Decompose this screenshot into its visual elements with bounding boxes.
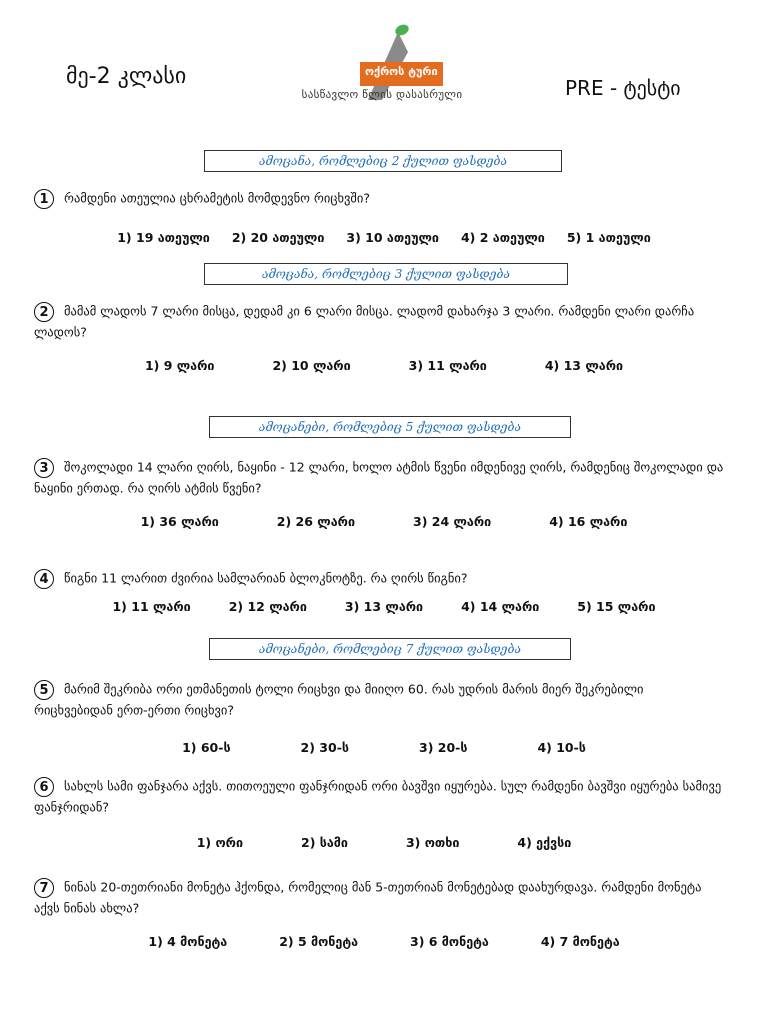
- question-text: რამდენი ათეულია ცხრამეტის მომდევნო რიცხვში?: [64, 190, 370, 206]
- answer-option[interactable]: 4) 16 ლარი: [549, 514, 628, 529]
- section-header-3-points: ამოცანა, რომლებიც 3 ქულით ფასდება: [204, 263, 568, 285]
- answer-option[interactable]: 3) 24 ლარი: [413, 514, 492, 529]
- question-number: 6: [34, 777, 54, 797]
- answers-2: [0, 358, 768, 373]
- question-1: [34, 188, 724, 209]
- question-number: 2: [34, 302, 54, 322]
- question-text: მამამ ლადოს 7 ლარი მისცა, დედამ კი 6 ლარი მისცა. ლადომ დახარჯა 3 ლარი. რამდენი ლარი დარჩა ლადოს?: [34, 303, 695, 339]
- answer-option[interactable]: 1) 4 მონეტა: [148, 934, 228, 949]
- answers-4: [0, 599, 768, 614]
- answer-option[interactable]: 1) 36 ლარი: [140, 514, 219, 529]
- section-header-7-points: ამოცანები, რომლებიც 7 ქულით ფასდება: [209, 638, 571, 660]
- question-7: [34, 877, 724, 918]
- answer-option[interactable]: 2) სამი: [301, 835, 348, 850]
- pretest-label: PRE - ტესტი: [565, 76, 681, 100]
- answer-option[interactable]: 2) 20 ათეული: [231, 230, 325, 245]
- answer-option[interactable]: 4) 2 ათეული: [460, 230, 545, 245]
- answer-option[interactable]: 2) 10 ლარი: [272, 358, 351, 373]
- logo-subtitle: სასწავლო წლის დასასრული: [301, 88, 463, 101]
- question-text: მარიმ შეკრიბა ორი ეთმანეთის ტოლი რიცხვი და მიიღო 60. რას უდრის მარის მიერ შეკრებილი რიცხვებიდან ერთ-ერთი რიცხვი?: [34, 681, 644, 717]
- answer-option[interactable]: 5) 1 ათეული: [566, 230, 651, 245]
- question-3: [34, 457, 724, 498]
- section-header-2-points: ამოცანა, რომლებიც 2 ქულით ფასდება: [204, 150, 562, 172]
- answer-option[interactable]: 5) 15 ლარი: [577, 599, 656, 614]
- answer-option[interactable]: 4) 10-ს: [537, 740, 586, 755]
- answer-option[interactable]: 1) 60-ს: [182, 740, 231, 755]
- answers-7: [0, 934, 768, 949]
- answer-option[interactable]: 1) 19 ათეული: [117, 230, 210, 245]
- answer-option[interactable]: 1) ორი: [196, 835, 243, 850]
- answer-option[interactable]: 3) ოთხი: [405, 835, 460, 850]
- question-text: შოკოლადი 14 ლარი ღირს, ნაყინი - 12 ლარი, ხოლო ატმის წვენი იმდენივე ღირს, რამდენიც შოკოლადი და ნაყინი ერთად. რა ღირს ატმის წვენი?: [34, 459, 724, 495]
- grade-title: მე-2 კლასი: [66, 64, 187, 89]
- question-text: სახლს სამი ფანჯარა აქვს. თითოეული ფანჯრიდან ორი ბავშვი იყურება. სულ რამდენი ბავშვი იყურება სამივე ფანჯრიდან?: [34, 778, 722, 814]
- answer-option[interactable]: 1) 9 ლარი: [144, 358, 215, 373]
- answer-option[interactable]: 1) 11 ლარი: [112, 599, 191, 614]
- answer-option[interactable]: 4) 7 მონეტა: [540, 934, 620, 949]
- answer-option[interactable]: 3) 10 ათეული: [346, 230, 439, 245]
- question-4: [34, 568, 724, 589]
- answer-option[interactable]: 2) 12 ლარი: [228, 599, 307, 614]
- question-number: 3: [34, 458, 54, 478]
- question-5: [34, 679, 724, 720]
- question-number: 1: [34, 189, 54, 209]
- answer-option[interactable]: 3) 6 მონეტა: [410, 934, 489, 949]
- answer-option[interactable]: 2) 30-ს: [300, 740, 349, 755]
- question-text: ნინას 20-თეთრიანი მონეტა ჰქონდა, რომელიც მან 5-თეთრიან მონეტებად დაახურდავა. რამდენი მონეტა აქვს ნინას ახლა?: [34, 879, 702, 915]
- answer-option[interactable]: 2) 26 ლარი: [276, 514, 355, 529]
- answers-6: [0, 835, 768, 850]
- question-2: [34, 301, 724, 342]
- answer-option[interactable]: 3) 20-ს: [419, 740, 468, 755]
- question-number: 7: [34, 878, 54, 898]
- answers-5: [0, 740, 768, 755]
- answer-option[interactable]: 4) 13 ლარი: [544, 358, 624, 373]
- answers-1: [0, 230, 768, 245]
- question-number: 4: [34, 569, 54, 589]
- answer-option[interactable]: 3) 13 ლარი: [344, 599, 424, 614]
- answer-option[interactable]: 4) 14 ლარი: [461, 599, 540, 614]
- section-header-5-points: ამოცანები, რომლებიც 5 ქულით ფასდება: [209, 416, 571, 438]
- answer-option[interactable]: 2) 5 მონეტა: [279, 934, 358, 949]
- answer-option[interactable]: 4) ექვსი: [517, 835, 572, 850]
- answer-option[interactable]: 3) 11 ლარი: [408, 358, 487, 373]
- question-6: [34, 776, 724, 817]
- question-number: 5: [34, 680, 54, 700]
- answers-3: [0, 514, 768, 529]
- question-text: წიგნი 11 ლარით ძვირია სამლარიან ბლოკნოტზე. რა ღირს წიგნი?: [64, 570, 468, 586]
- logo-text: ოქროს ტური: [360, 62, 443, 86]
